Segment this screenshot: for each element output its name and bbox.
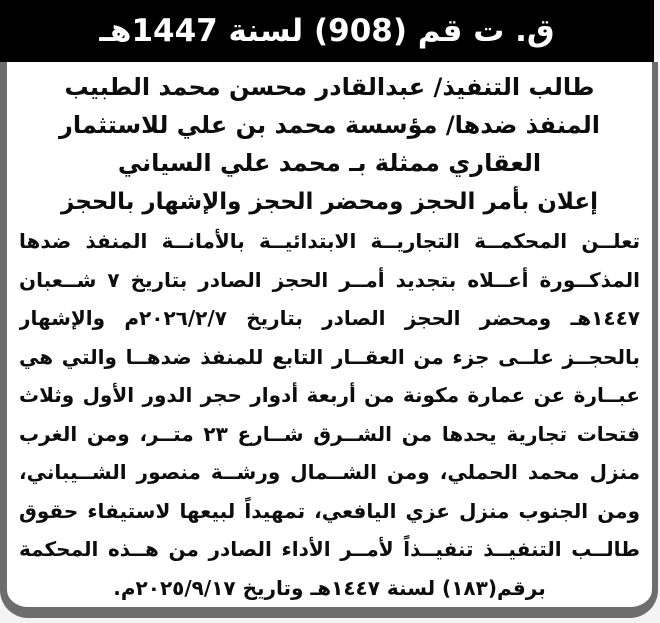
notice-text-line: ومن الجنوب منزل عزي اليافعي، تمهيداً لبيعها لاستيفاء حقوق bbox=[19, 498, 640, 523]
respondent-representative-line: العقاري ممثلة بـ محمد علي السياني bbox=[117, 149, 542, 177]
notice-subject-heading: إعلان بأمر الحجز ومحضر الحجز والإشهار بالحجز bbox=[61, 189, 598, 215]
notice-text-line: طالــب التنفيــذ تنفيــذاً لأمــر الأداء الصادر من هــذه المحكمة bbox=[19, 537, 640, 561]
notice-reference-line: برقم(١٨٣) لسنة ١٤٤٧هـ وتاريخ ٢٠٢٥/٩/١٧م. bbox=[113, 575, 546, 600]
notice-text-line: تعلــن المحكمــة التجاريــة الابتدائيــة بالأمانــة المنفذ ضدها bbox=[19, 229, 640, 253]
notice-text-line: بالحجــز علــى جزء من العقــار التابع للمنفذ ضدهــا والتي هي bbox=[19, 344, 640, 369]
notice-body bbox=[0, 62, 658, 618]
execution-claimant-line: طالب التنفيذ/ عبدالقادر محسن محمد الطبيب bbox=[64, 73, 595, 101]
case-number-title: ق. ت قم (908) لسنة 1447هـ bbox=[99, 13, 555, 49]
case-number-banner bbox=[0, 0, 654, 62]
notice-text-line: المذكــورة أعــلاه بتجديد أمــر الحجز الصادر بتاريخ ٧ شــعبان bbox=[19, 267, 640, 292]
notice-text-line: ١٤٤٧هـ ومحضر الحجز الصادر بتاريخ ٢٠٢٦/٢/٧م والإشهار bbox=[19, 306, 640, 330]
notice-text-line: منزل محمد الحملي، ومن الشــمال ورشــة منصور الشــيباني، bbox=[19, 460, 640, 484]
notice-text-line: فتحات تجارية يحدها من الشــرق شــارع ٢٣ متــر، ومن الغرب bbox=[19, 421, 640, 446]
notice-text-line: عبــارة عن عمارة مكونة من أربعة أدوار حجر الدور الأول وثلاث bbox=[19, 383, 640, 407]
execution-respondent-line: المنفذ ضدها/ مؤسسة محمد بن علي للاستثمار bbox=[59, 111, 600, 139]
